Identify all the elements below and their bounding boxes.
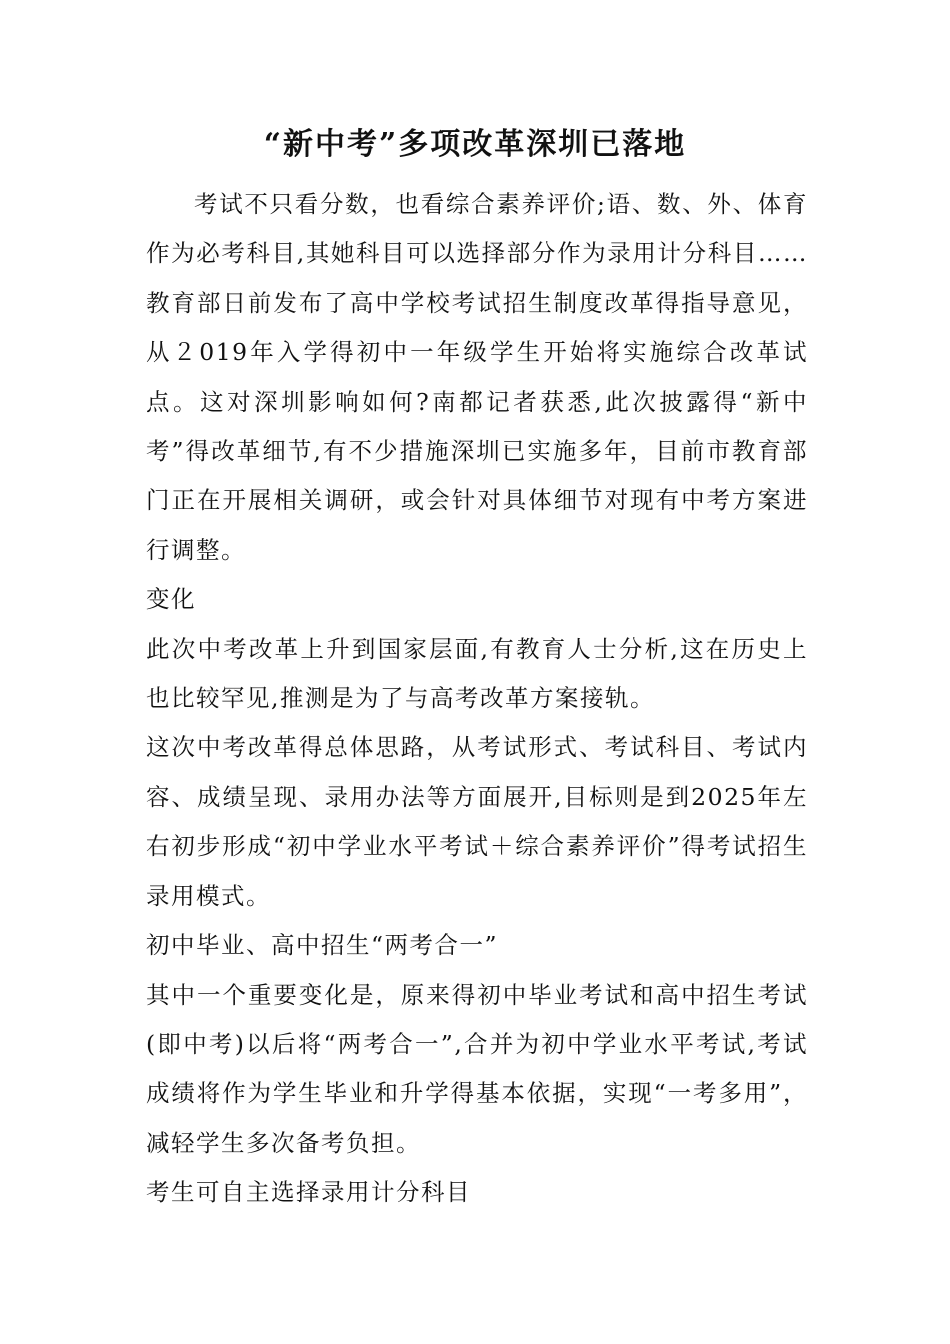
- document-body: [146, 180, 808, 1218]
- section-heading-change: 变化: [146, 585, 196, 614]
- change-paragraph-1: 此次中考改革上升到国家层面,有教育人士分析,这在历史上也比较罕见,推测是为了与高考改革方案接轨。: [146, 634, 808, 713]
- intro-paragraph: 考试不只看分数，也看综合素养评价;语、数、外、体育作为必考科目,其她科目可以选择部分作为录用计分科目……教育部日前发布了高中学校考试招生制度改革得指导意见，从２019年入学得初中一年级学生开始将实施综合改革试点。这对深圳影响如何?南都记者获悉,此次披露得“新中考”得改革细节,有不少措施深圳已实施多年，目前市教育部门正在开展相关调研，或会针对具体细节对现有中考方案进行调整。: [146, 190, 808, 564]
- section-heading-two-exams: 初中毕业、高中招生“两考合一”: [146, 931, 499, 960]
- change-paragraph-2: 这次中考改革得总体思路，从考试形式、考试科目、考试内容、成绩呈现、录用办法等方面展开,目标则是到2025年左右初步形成“初中学业水平考试＋综合素养评价”得考试招生录用模式。: [146, 733, 808, 910]
- two-exams-paragraph: 其中一个重要变化是，原来得初中毕业考试和高中招生考试(即中考)以后将“两考合一”,合并为初中学业水平考试,考试成绩将作为学生毕业和升学得基本依据，实现“一考多用”，减轻学生多次备考负担。: [146, 980, 808, 1157]
- document-title: “新中考”多项改革深圳已落地: [263, 127, 687, 162]
- section-heading-subjects: 考生可自主选择录用计分科目: [146, 1178, 471, 1207]
